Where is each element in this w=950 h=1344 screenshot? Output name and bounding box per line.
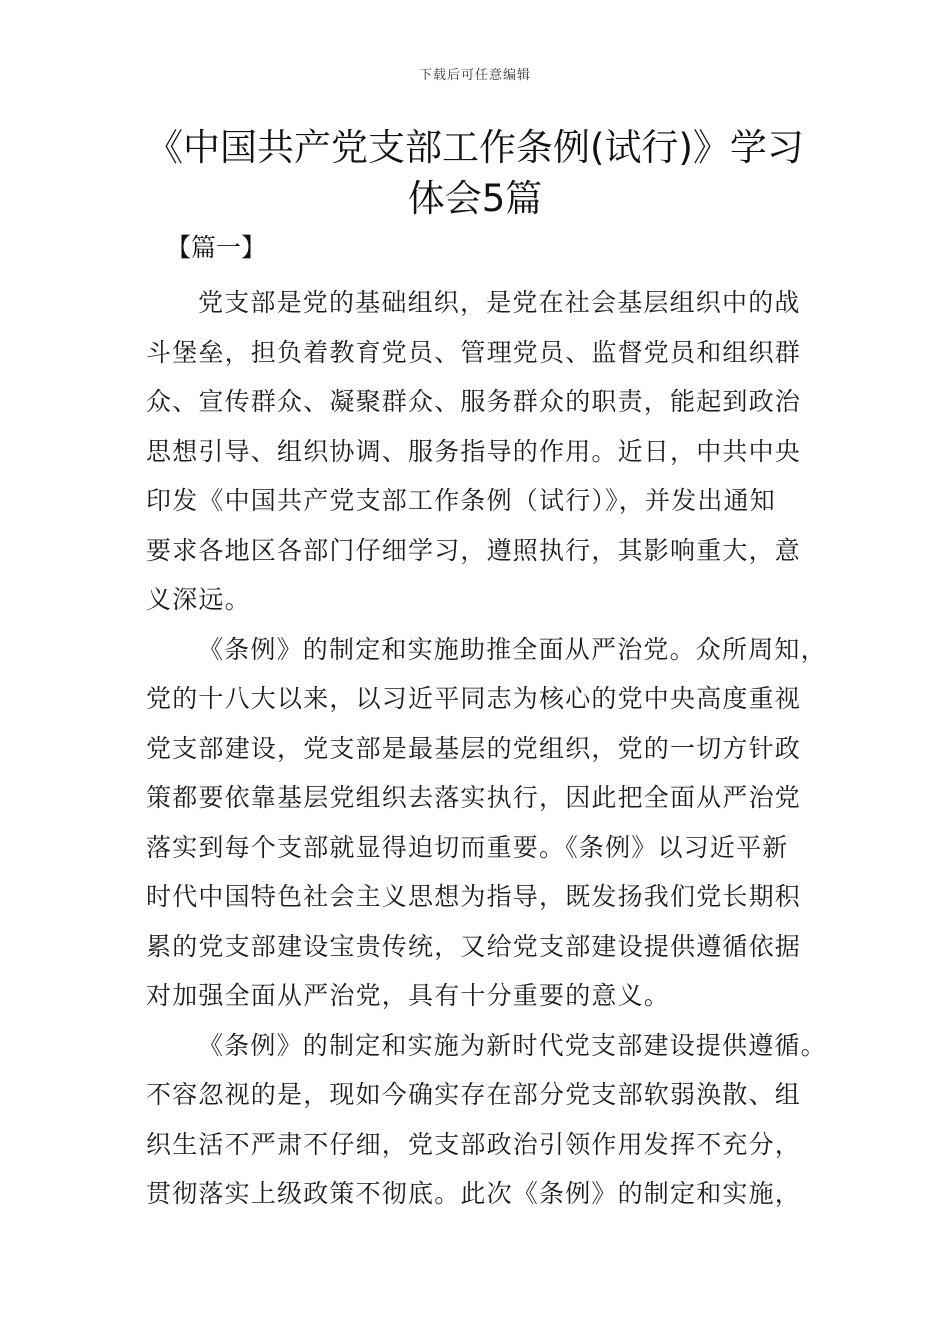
paragraph-line: 《条例》的制定和实施为新时代党支部建设提供遵循。 (198, 1030, 827, 1060)
paragraph-line: 要求各地区各部门仔细学习，遵照执行，其影响重大，意 (146, 535, 802, 565)
paragraph-line: 累的党支部建设宝贵传统，又给党支部建设提供遵循依据 (146, 931, 802, 961)
paragraph-line: 织生活不严肃不仔细，党支部政治引领作用发挥不充分， (146, 1129, 802, 1159)
document-title (100, 122, 850, 224)
paragraph-line: 《条例》的制定和实施助推全面从严治党。众所周知， (198, 634, 827, 664)
paragraph-line: 印发《中国共产党支部工作条例（试行）》，并发出通知 (146, 486, 777, 515)
document-title-line-2: 体会5篇 (407, 177, 543, 220)
paragraph-line: 党的十八大以来，以习近平同志为核心的党中央高度重视 (146, 684, 802, 713)
paragraph-line: 对加强全面从严治党，具有十分重要的意义。 (146, 981, 671, 1010)
paragraph-line: 不容忽视的是，现如今确实存在部分党支部软弱涣散、组 (146, 1080, 802, 1109)
document-title-line-1: 《中国共产党支部工作条例(试行)》学习 (146, 126, 804, 169)
paragraph-2 (146, 625, 827, 1021)
paragraph-line: 时代中国特色社会主义思想为指导，既发扬我们党长期积 (146, 882, 802, 911)
section-label: 【篇一】 (166, 233, 267, 262)
page-header-note: 下载后可任意编辑 (418, 68, 531, 83)
paragraph-line: 落实到每个支部就显得迫切而重要。《条例》以习近平新 (146, 832, 789, 862)
paragraph-line: 思想引导、组织协调、服务指导的作用。近日，中共中央 (146, 436, 802, 466)
paragraph-1 (146, 278, 806, 625)
document-body (146, 278, 827, 1219)
paragraph-line: 众、宣传群众、凝聚群众、服务群众的职责，能起到政治 (146, 387, 802, 416)
paragraph-line: 策都要依靠基层党组织去落实执行，因此把全面从严治党 (146, 783, 802, 812)
paragraph-line: 党支部建设，党支部是最基层的党组织，党的一切方针政 (146, 733, 802, 763)
paragraph-line: 义深远。 (146, 585, 251, 614)
paragraph-line: 斗堡垒，担负着教育党员、管理党员、监督党员和组织群 (146, 337, 802, 367)
paragraph-line: 党支部是党的基础组织，是党在社会基层组织中的战 (198, 288, 801, 317)
paragraph-3 (146, 1021, 827, 1219)
paragraph-line: 贯彻落实上级政策不彻底。此次《条例》的制定和实施， (146, 1179, 802, 1208)
